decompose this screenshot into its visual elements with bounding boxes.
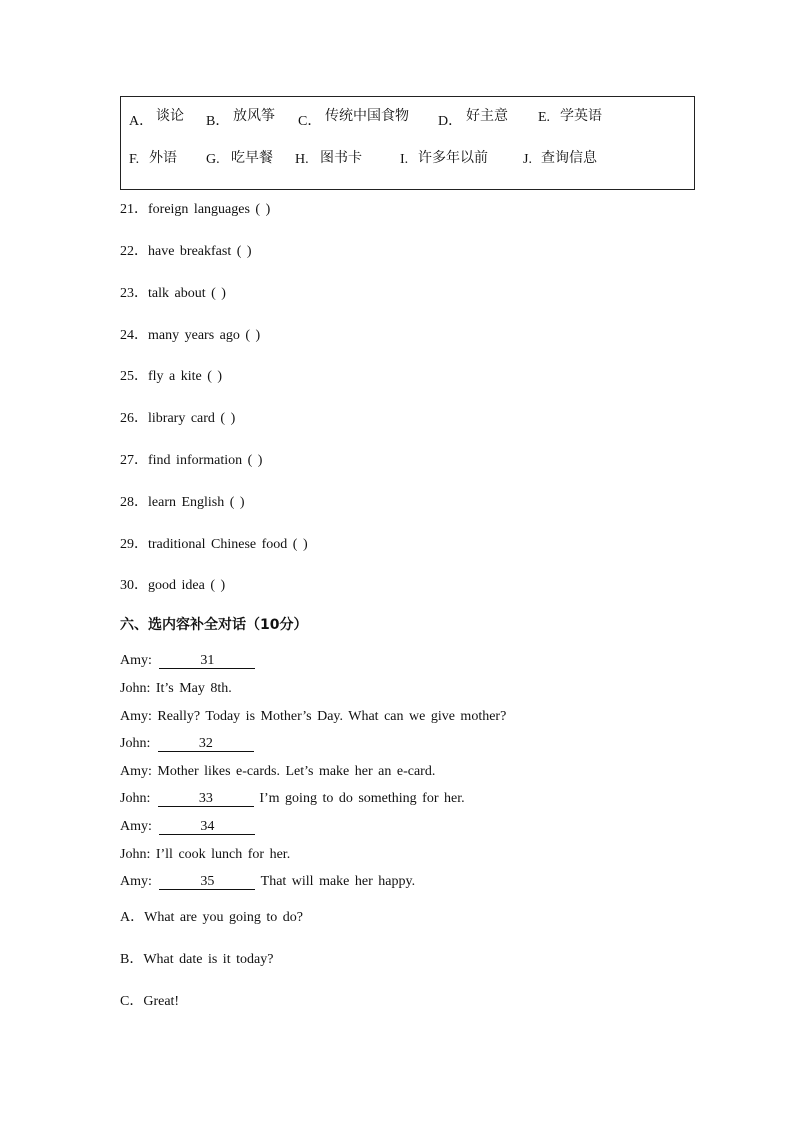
answer-blank: 31	[159, 653, 255, 669]
dialogue-text: Mother likes e-cards. Let’s make her an e-card.	[157, 764, 436, 779]
speaker: Amy:	[120, 819, 152, 834]
question-23: 23．talk about ( )	[120, 286, 226, 301]
option-c-text: 传统中国食物	[325, 108, 409, 124]
option-g-text: 吃早餐	[231, 150, 273, 166]
answer-blank: 35	[159, 874, 255, 890]
answer-blank: 32	[158, 736, 254, 752]
question-24: 24．many years ago ( )	[120, 328, 261, 343]
option-d-text: 好主意	[466, 108, 508, 124]
question-25: 25．fly a kite ( )	[120, 369, 223, 384]
option-b-text: 放风筝	[233, 108, 275, 124]
speaker: Amy:	[120, 653, 152, 668]
dialogue-line	[120, 709, 506, 725]
option-a-label: A．	[129, 114, 154, 129]
speaker: John:	[120, 736, 151, 751]
option-j-text: 查询信息	[541, 150, 597, 166]
option-e-label: E.	[538, 110, 551, 125]
option-e-text: 学英语	[560, 108, 602, 124]
speaker: John:	[120, 791, 151, 806]
speaker: Amy:	[120, 764, 152, 779]
question-27: 27．find information ( )	[120, 453, 263, 468]
dialogue-line	[120, 653, 255, 669]
speaker: John:	[120, 681, 151, 696]
dialogue-text: I’m going to do something for her.	[259, 791, 465, 806]
option-c-label: C．	[298, 114, 322, 129]
question-29: 29．traditional Chinese food ( )	[120, 537, 308, 552]
dialogue-text: Really? Today is Mother’s Day. What can we give mother?	[157, 709, 507, 724]
question-22: 22．have breakfast ( )	[120, 244, 252, 259]
option-f-text: 外语	[149, 150, 177, 166]
dialogue-line	[120, 847, 290, 863]
dialogue-text: It’s May 8th.	[155, 681, 232, 696]
option-j-label: J.	[523, 152, 532, 167]
answer-blank: 34	[159, 819, 255, 835]
option-h-label: H.	[295, 152, 309, 167]
dialogue-text: I’ll cook lunch for her.	[155, 847, 291, 862]
option-h-text: 图书卡	[320, 150, 362, 166]
option-d-label: D．	[438, 114, 463, 129]
question-26: 26．library card ( )	[120, 411, 236, 426]
question-30: 30．good idea ( )	[120, 578, 226, 593]
option-f-label: F.	[129, 152, 140, 167]
dialogue-line	[120, 764, 435, 780]
speaker: John:	[120, 847, 151, 862]
speaker: Amy:	[120, 709, 152, 724]
dialogue-line	[120, 791, 465, 807]
dialogue-line	[120, 681, 232, 697]
question-28: 28．learn English ( )	[120, 495, 245, 510]
option-i-label: I.	[400, 152, 409, 167]
option-i-text: 许多年以前	[418, 150, 488, 166]
question-21: 21．foreign languages ( )	[120, 202, 271, 217]
answer-choice-a: A．What are you going to do?	[120, 910, 304, 925]
answer-choice-b: B．What date is it today?	[120, 952, 274, 967]
answer-blank: 33	[158, 791, 254, 807]
dialogue-line	[120, 819, 255, 835]
section-heading: 六、选内容补全对话（10分）	[120, 617, 308, 633]
option-b-label: B．	[206, 114, 230, 129]
dialogue-text: That will make her happy.	[260, 874, 416, 889]
dialogue-line	[120, 736, 254, 752]
dialogue-line	[120, 874, 415, 890]
option-g-label: G.	[206, 152, 220, 167]
speaker: Amy:	[120, 874, 152, 889]
answer-choice-c: C．Great!	[120, 994, 180, 1009]
option-a-text: 谈论	[156, 108, 184, 124]
